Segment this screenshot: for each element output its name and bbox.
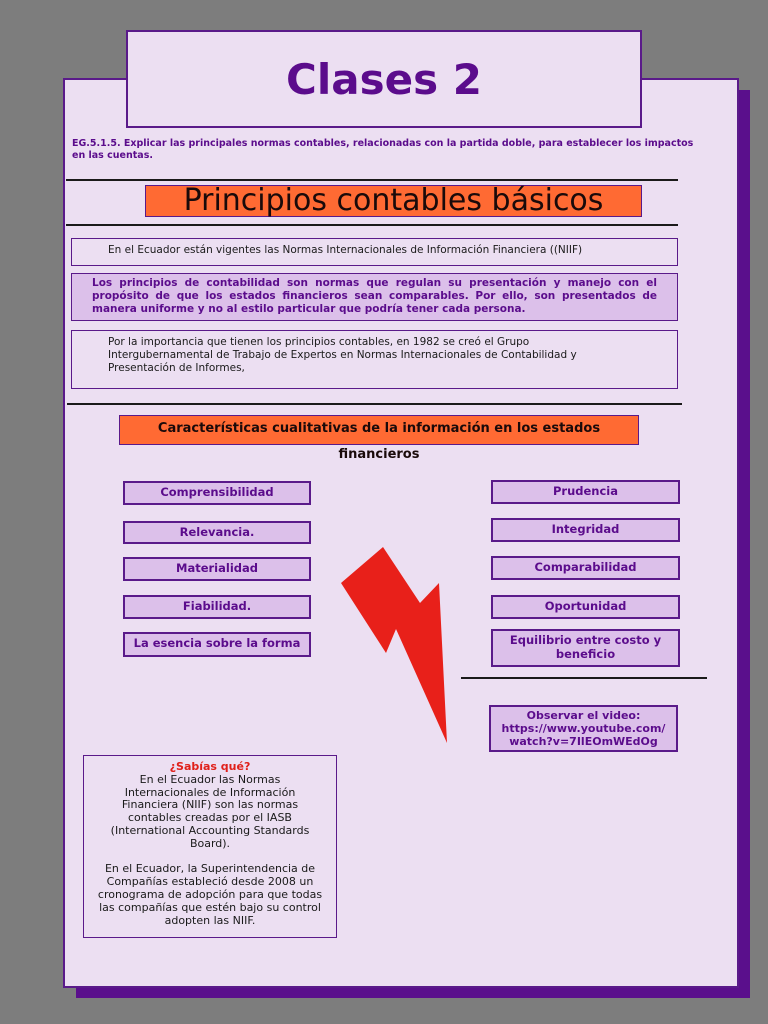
video-label: Observar el video: — [526, 709, 641, 722]
divider-top — [66, 179, 678, 181]
characteristic-label: Materialidad — [176, 561, 258, 575]
characteristic-label: Oportunidad — [544, 599, 627, 613]
divider-middle — [67, 403, 682, 405]
characteristic-pill — [491, 556, 680, 580]
section-heading-box — [145, 185, 642, 217]
divider-right — [461, 677, 707, 679]
characteristic-label: Integridad — [551, 522, 620, 536]
characteristic-pill — [123, 557, 311, 581]
title-box — [126, 30, 642, 128]
niif-paragraph-box — [71, 238, 678, 266]
did-you-know-title: ¿Sabías qué? — [169, 760, 251, 773]
characteristic-pill — [491, 595, 680, 619]
characteristic-pill — [123, 481, 311, 505]
characteristic-label: Comprensibilidad — [160, 485, 274, 499]
divider-under-heading — [66, 224, 678, 226]
characteristic-pill — [491, 518, 680, 542]
history-paragraph: Por la importancia que tienen los principios contables, en 1982 se creó el Grupo Intergubernamental de Trabajo de Expertos en Normas Internacionales de Contabilidad y Presentación de Informes, — [108, 336, 577, 374]
characteristics-heading-box — [119, 415, 639, 462]
principles-definition: Los principios de contabilidad son normas que regulan su presentación y manejo con el propósito de que los estados financieros sean comparables. Por ello, son presentados de manera uniforme y no al estilo particular que podría tener cada persona. — [92, 277, 657, 315]
page-title: Clases 2 — [286, 54, 482, 104]
history-paragraph-box — [71, 330, 678, 389]
characteristic-label: Prudencia — [552, 484, 619, 498]
video-link-box[interactable] — [489, 705, 678, 752]
characteristic-label: Comparabilidad — [534, 560, 637, 574]
did-you-know-paragraph: En el Ecuador, la Superintendencia de Compañías estableció desde 2008 un cronograma de adopción para que todas las compañías que estén bajo su control adopten las NIIF. — [97, 862, 323, 927]
lightning-bolt-icon — [338, 543, 450, 745]
characteristic-pill — [123, 595, 311, 619]
characteristic-label: Fiabilidad. — [182, 599, 252, 613]
characteristic-pill — [123, 521, 311, 544]
did-you-know-paragraph: En el Ecuador las Normas Internacionales de Información Financiera (NIIF) son las normas contables creadas por el IASB (International Accounting Standards Board). — [110, 772, 310, 850]
niif-paragraph: En el Ecuador están vigentes las Normas Internacionales de Información Financiera ((NIIF) — [108, 244, 583, 256]
characteristics-heading: Características cualitativas de la información en los estados financieros — [157, 421, 601, 462]
learning-objective: EG.5.1.5. Explicar las principales normas contables, relacionadas con la partida doble, para establecer los impactos en las cuentas. — [72, 138, 694, 161]
section-heading: Principios contables básicos — [183, 183, 604, 218]
principles-definition-box — [71, 273, 678, 321]
characteristic-pill — [491, 629, 680, 667]
characteristic-label: Relevancia. — [179, 525, 255, 539]
video-url-link[interactable]: https://www.youtube.com/watch?v=7IlEOmWEdOg — [501, 722, 666, 748]
characteristic-label: Equilibrio entre costo y beneficio — [509, 633, 662, 661]
did-you-know-box — [83, 755, 337, 938]
characteristic-pill — [123, 632, 311, 657]
characteristic-pill — [491, 480, 680, 504]
characteristic-label: La esencia sobre la forma — [133, 636, 301, 650]
